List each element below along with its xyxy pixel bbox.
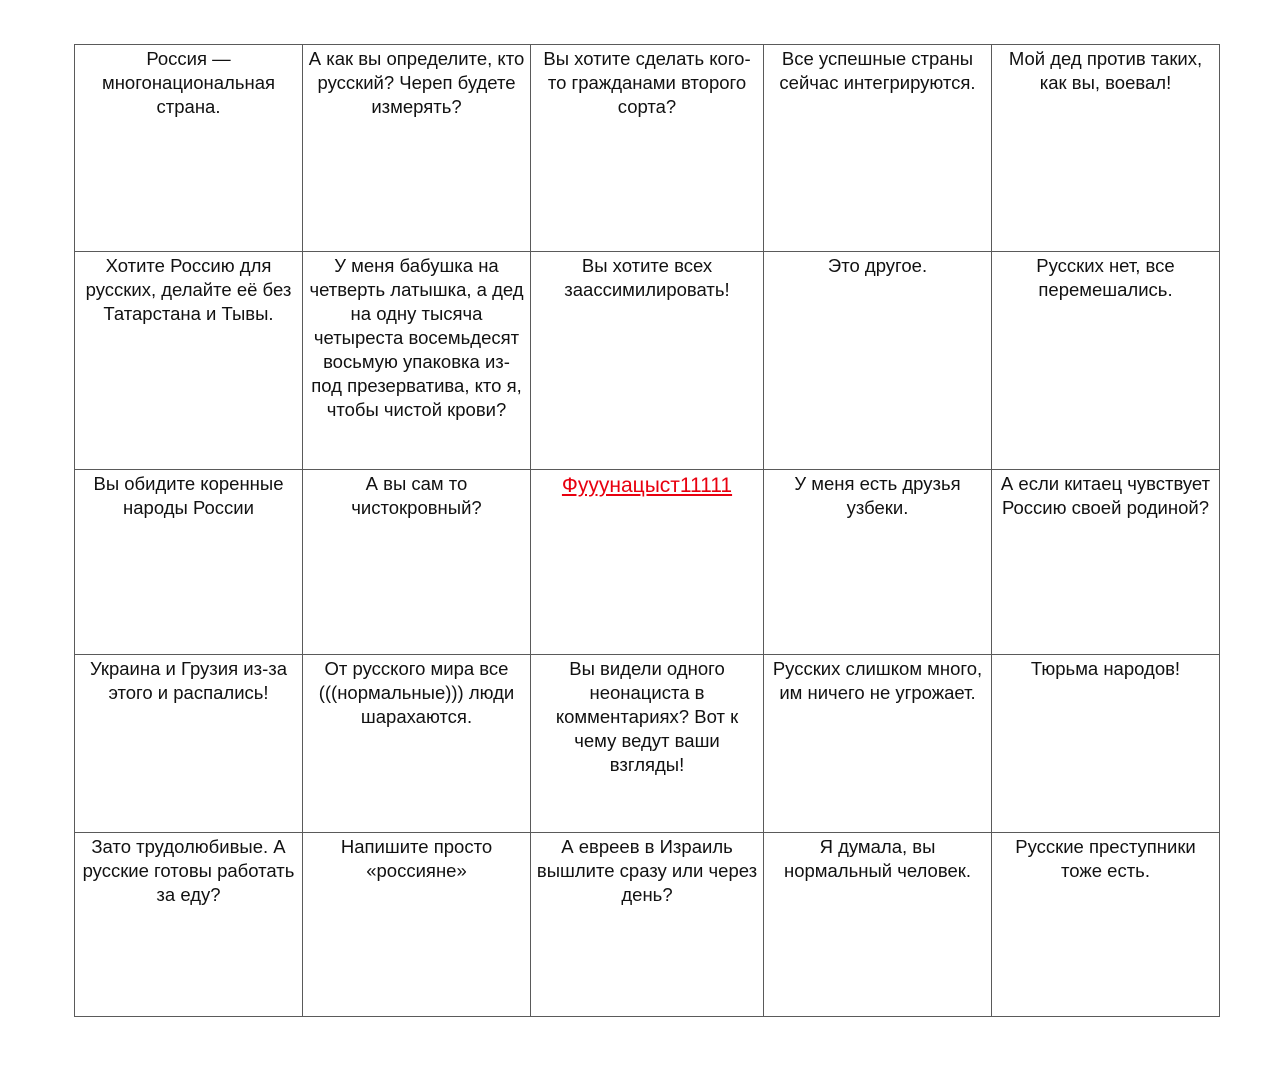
cell-text: Россия — многонациональная страна. <box>101 48 276 117</box>
bingo-cell <box>764 45 992 252</box>
cell-text: Русские преступники тоже есть. <box>1015 836 1196 881</box>
cell-text: Вы хотите всех заассимилировать! <box>564 255 730 300</box>
bingo-row <box>75 252 1220 470</box>
bingo-cell <box>75 252 303 470</box>
cell-text: А вы сам то чистокровный? <box>351 473 482 518</box>
cell-text: Вы обидите коренные народы России <box>93 473 284 518</box>
cell-text: Все успешные страны сейчас интегрируются. <box>779 48 976 93</box>
bingo-cell <box>764 252 992 470</box>
cell-text: Вы хотите сделать кого-то гражданами второго сорта? <box>543 48 751 117</box>
bingo-cell <box>764 470 992 655</box>
cell-text: Украина и Грузия из-за этого и распались! <box>89 658 288 703</box>
bingo-row <box>75 45 1220 252</box>
bingo-cell <box>531 252 764 470</box>
cell-text: Мой дед против таких, как вы, воевал! <box>1008 48 1203 93</box>
bingo-cell <box>303 655 531 833</box>
bingo-cell <box>992 252 1220 470</box>
center-link-text[interactable]: Фууунацыст11111 <box>561 474 733 497</box>
cell-text: А евреев в Израиль вышлите сразу или через день? <box>536 836 758 905</box>
bingo-row <box>75 833 1220 1017</box>
bingo-cell <box>303 470 531 655</box>
bingo-card-table <box>74 44 1220 1017</box>
bingo-cell <box>992 45 1220 252</box>
cell-text: Я думала, вы нормальный человек. <box>784 836 971 881</box>
bingo-cell <box>764 833 992 1017</box>
cell-text: От русского мира все (((нормальные))) люди шарахаются. <box>318 658 515 727</box>
bingo-cell <box>75 45 303 252</box>
cell-text: Вы видели одного неонациста в комментариях? Вот к чему ведут ваши взгляды! <box>555 658 739 775</box>
bingo-cell <box>531 655 764 833</box>
bingo-row <box>75 470 1220 655</box>
cell-text: Это другое. <box>827 255 928 276</box>
bingo-cell <box>992 655 1220 833</box>
bingo-cell <box>303 45 531 252</box>
bingo-cell <box>764 655 992 833</box>
cell-text: Хотите Россию для русских, делайте её без Татарстана и Тывы. <box>85 255 292 324</box>
bingo-cell <box>75 655 303 833</box>
bingo-cell <box>303 252 531 470</box>
bingo-cell <box>992 833 1220 1017</box>
cell-text: А как вы определите, кто русский? Череп будете измерять? <box>308 48 525 117</box>
cell-text: Тюрьма народов! <box>1030 658 1181 679</box>
bingo-cell <box>303 833 531 1017</box>
bingo-cell <box>531 45 764 252</box>
bingo-cell <box>75 833 303 1017</box>
cell-text: Русских слишком много, им ничего не угрожает. <box>772 658 983 703</box>
cell-text: Русских нет, все перемешались. <box>1036 255 1175 300</box>
cell-text: Напишите просто «россияне» <box>340 836 493 881</box>
cell-text: У меня бабушка на четверть латышка, а дед на одну тысяча четыреста восемьдесят восьмую упаковка из-под презерватива, кто я, чтобы чистой крови? <box>309 255 524 420</box>
bingo-center-cell <box>531 470 764 655</box>
bingo-cell <box>992 470 1220 655</box>
bingo-cell <box>75 470 303 655</box>
cell-text: У меня есть друзья узбеки. <box>794 473 961 518</box>
bingo-row <box>75 655 1220 833</box>
cell-text: Зато трудолюбивые. А русские готовы работать за еду? <box>82 836 295 905</box>
bingo-cell <box>531 833 764 1017</box>
cell-text: А если китаец чувствует Россию своей родиной? <box>1000 473 1211 518</box>
